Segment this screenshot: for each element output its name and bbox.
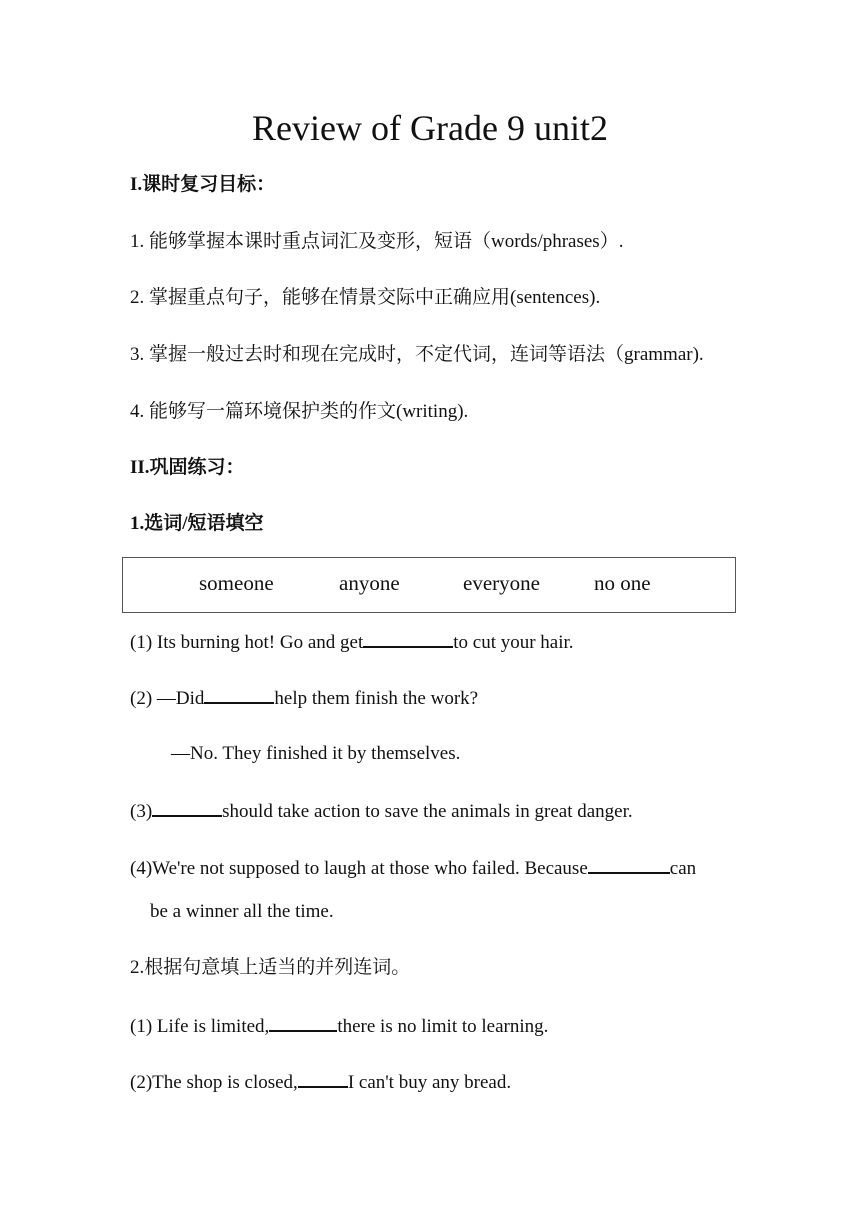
answer-blank[interactable] (204, 684, 274, 704)
word-bank-item: anyone (339, 571, 400, 595)
answer-blank[interactable] (298, 1068, 348, 1088)
word-bank-box (122, 557, 736, 613)
question-number: (1) (130, 632, 153, 653)
goal-1: 1. 能够掌握本课时重点词汇及变形，短语（words/phrases）. (130, 231, 624, 252)
question-text: (4)We're not supposed to laugh at those who failed. Because (130, 858, 588, 879)
question-1-1 (130, 628, 574, 656)
document-title: Review of Grade 9 unit2 (252, 108, 608, 148)
part1-heading: 1.选词/短语填空 (130, 513, 264, 534)
question-text: help them finish the work? (274, 688, 479, 709)
word-bank-item: no one (594, 571, 651, 595)
question-text: there is no limit to learning. (337, 1016, 549, 1037)
word-bank-item: someone (199, 571, 274, 595)
goal-2: 2. 掌握重点句子，能够在情景交际中正确应用(sentences). (130, 287, 601, 308)
question-number: (2) (130, 688, 153, 709)
question-number: (3) (130, 801, 153, 822)
question-text: (2)The shop is closed, (130, 1072, 298, 1093)
answer-blank[interactable] (152, 797, 222, 817)
question-text: to cut your hair. (453, 632, 574, 653)
goal-3: 3. 掌握一般过去时和现在完成时，不定代词，连词等语法（grammar). (130, 344, 704, 365)
section-heading-practice: II.巩固练习： (130, 457, 245, 478)
section-heading-goals: I.课时复习目标： (130, 174, 276, 195)
question-1-4 (130, 854, 696, 882)
answer-blank[interactable] (269, 1012, 337, 1032)
question-1-4-continued: be a winner all the time. (150, 901, 334, 922)
question-text: (1) Life is limited, (130, 1016, 270, 1037)
word-bank-item: everyone (463, 571, 540, 595)
part2-heading: 2.根据句意填上适当的并列连词。 (130, 957, 411, 978)
question-text: Its burning hot! Go and get (156, 632, 364, 653)
question-text: I can't buy any bread. (347, 1072, 512, 1093)
question-2-2 (130, 1068, 511, 1096)
question-1-2 (130, 684, 478, 712)
question-text: —Did (156, 688, 205, 709)
answer-blank[interactable] (363, 628, 453, 648)
answer-blank[interactable] (588, 854, 670, 874)
question-text: should take action to save the animals in great danger. (222, 801, 633, 822)
question-2-1 (130, 1012, 548, 1040)
question-text: can (669, 858, 697, 879)
question-1-2-reply: —No. They finished it by themselves. (171, 743, 461, 764)
goal-4: 4. 能够写一篇环境保护类的作文(writing). (130, 401, 469, 422)
question-1-3 (130, 797, 633, 825)
